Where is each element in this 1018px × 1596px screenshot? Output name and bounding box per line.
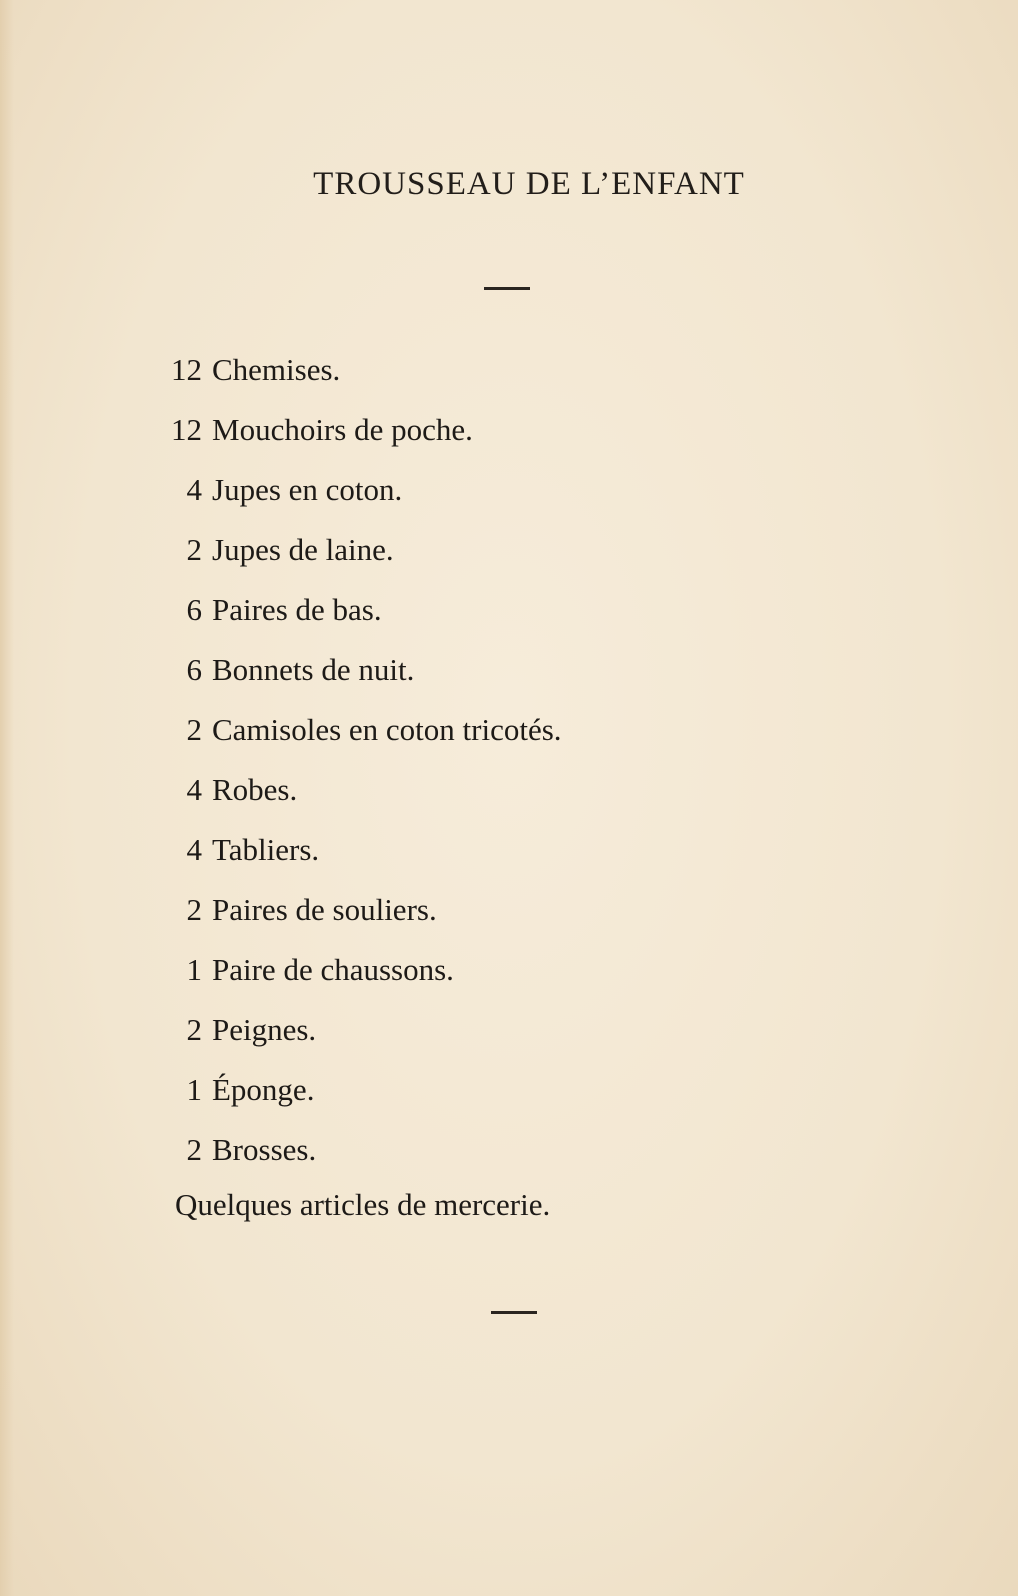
item-label: Robes. [212, 772, 298, 807]
title-divider [484, 287, 530, 290]
item-label: Jupes en coton. [212, 472, 403, 507]
item-label: Mouchoirs de poche. [212, 412, 473, 447]
item-quantity: 4 [186, 772, 202, 807]
item-quantity: 2 [186, 712, 202, 747]
item-label: Brosses. [212, 1132, 317, 1167]
item-label: Jupes de laine. [212, 532, 394, 567]
list-item [148, 340, 848, 400]
item-quantity: 6 [186, 652, 202, 687]
item-label: Tabliers. [212, 832, 320, 867]
list-item [148, 400, 848, 460]
list-item [148, 520, 848, 580]
item-label: Éponge. [212, 1072, 315, 1107]
item-quantity: 4 [186, 832, 202, 867]
item-quantity: 2 [186, 892, 202, 927]
list-item [148, 1000, 848, 1060]
list-item [148, 820, 848, 880]
item-label: Camisoles en coton tricotés. [212, 712, 562, 747]
item-label: Peignes. [212, 1012, 317, 1047]
list-item [148, 1060, 848, 1120]
item-label: Paires de souliers. [212, 892, 437, 927]
list-item [148, 940, 848, 1000]
page-title: TROUSSEAU DE L’ENFANT [313, 166, 745, 202]
item-quantity: 12 [171, 412, 202, 447]
item-quantity: 4 [186, 472, 202, 507]
page-edge-shadow [0, 0, 14, 1596]
item-quantity: 6 [186, 592, 202, 627]
item-quantity: 2 [186, 532, 202, 567]
item-quantity: 12 [171, 352, 202, 387]
item-quantity: 1 [186, 1072, 202, 1107]
end-divider [491, 1311, 537, 1314]
closing-note: Quelques articles de mercerie. [175, 1187, 551, 1222]
list-item [148, 640, 848, 700]
trousseau-list [148, 340, 848, 1180]
list-item [148, 880, 848, 940]
item-label: Bonnets de nuit. [212, 652, 415, 687]
item-label: Paires de bas. [212, 592, 382, 627]
item-quantity: 2 [186, 1132, 202, 1167]
item-label: Paire de chaussons. [212, 952, 454, 987]
list-item [148, 700, 848, 760]
item-quantity: 1 [186, 952, 202, 987]
list-item [148, 760, 848, 820]
list-item [148, 1120, 848, 1180]
item-quantity: 2 [186, 1012, 202, 1047]
list-item [148, 580, 848, 640]
item-label: Chemises. [212, 352, 341, 387]
list-item [148, 460, 848, 520]
